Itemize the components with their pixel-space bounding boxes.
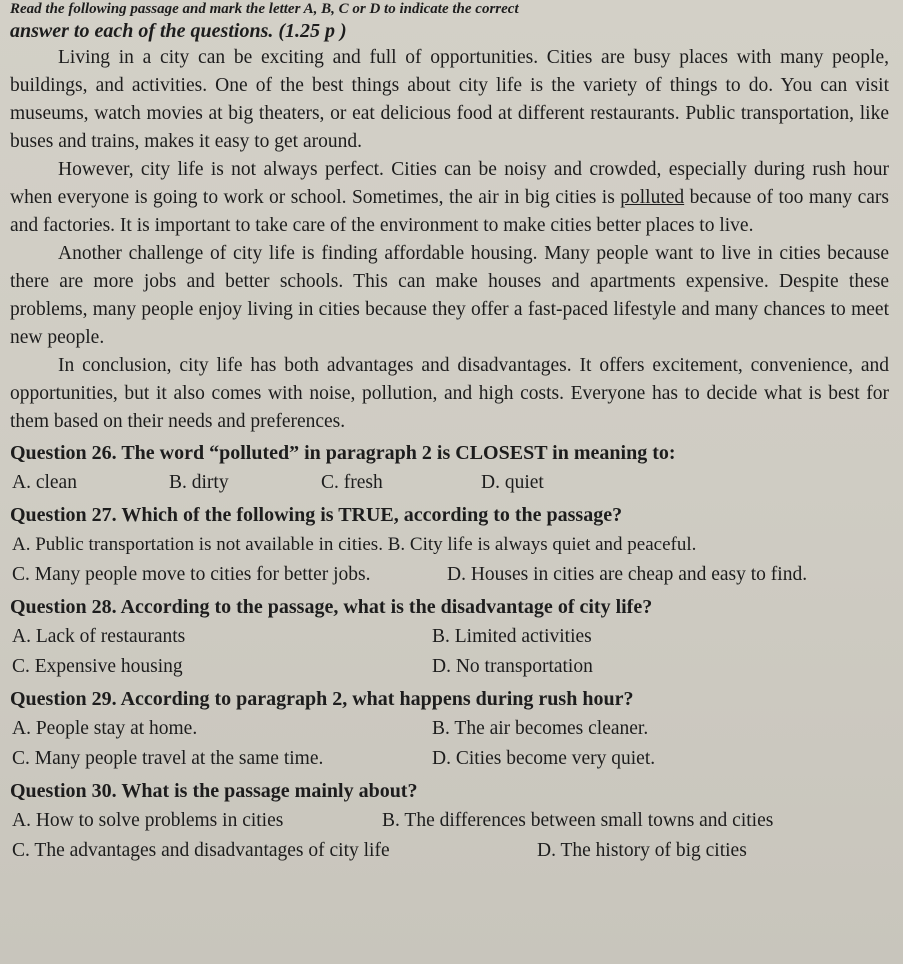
paragraph-1-text: Living in a city can be exciting and full of opportunities. Cities are busy places with many people, buildings, and activities. One of the best things about city life is the variety of things to do. You can visit museums, watch movies at big theaters, or eat delicious food at different restaurants. Public transportation, like buses and trains, makes it easy to get around.: [10, 47, 889, 152]
question-29: Question 29. According to paragraph 2, what happens during rush hour?: [10, 688, 634, 710]
instruction-line-2: answer to each of the questions. (1.25 p ): [10, 20, 347, 42]
option-27-d[interactable]: D. Houses in cities are cheap and easy to find.: [447, 564, 808, 585]
paragraph-1: [10, 44, 889, 156]
option-26-d[interactable]: D. quiet: [481, 472, 544, 493]
option-28-d[interactable]: D. No transportation: [432, 656, 593, 677]
option-30-c[interactable]: C. The advantages and disadvantages of city life: [12, 840, 390, 861]
question-30-options-row-1: [10, 806, 889, 836]
paragraph-2: [10, 156, 889, 240]
paragraph-3-text: Another challenge of city life is finding affordable housing. Many people want to live in cities because there are more jobs and better schools. This can make houses and apartments expensive. Despite these problems, many people enjoy living in cities because they offer a fast-paced lifestyle and many chances to meet new people.: [10, 243, 889, 348]
option-29-d[interactable]: D. Cities become very quiet.: [432, 748, 656, 769]
option-27-a[interactable]: A. Public transportation is not available in cities.: [12, 534, 383, 555]
option-26-c[interactable]: C. fresh: [321, 472, 383, 493]
option-29-b[interactable]: B. The air becomes cleaner.: [432, 718, 649, 739]
option-29-a[interactable]: A. People stay at home.: [12, 718, 198, 739]
paragraph-3: [10, 240, 889, 352]
question-28-options: [10, 622, 889, 682]
paragraph-2-text-a: However, city life is not always perfect. Cities can be noisy and crowded, especially during rush hour when everyone is going to work or school. Sometimes, the air in big cities is: [10, 159, 889, 208]
question-27-options-row-1: [10, 530, 889, 560]
option-28-c[interactable]: C. Expensive housing: [12, 656, 183, 677]
option-28-b[interactable]: B. Limited activities: [432, 626, 592, 647]
underlined-word-polluted: polluted: [620, 187, 685, 208]
option-30-a[interactable]: A. How to solve problems in cities: [12, 810, 284, 831]
option-27-c[interactable]: C. Many people move to cities for better jobs.: [12, 564, 371, 585]
option-28-a[interactable]: A. Lack of restaurants: [12, 626, 186, 647]
instruction-line-1: Read the following passage and mark the letter A, B, C or D to indicate the correct: [10, 1, 519, 17]
paragraph-2-text-b: because of too many cars and factories. It is important to take care of the environment to make cities better places to live.: [10, 187, 889, 236]
option-26-b[interactable]: B. dirty: [169, 472, 229, 493]
question-28: Question 28. According to the passage, what is the disadvantage of city life?: [10, 596, 653, 618]
option-30-b[interactable]: B. The differences between small towns and cities: [382, 810, 774, 831]
question-30-options-row-2: [10, 836, 889, 866]
option-27-b[interactable]: B. City life is always quiet and peaceful.: [387, 534, 697, 555]
question-26-options: [10, 468, 889, 498]
paragraph-4-text: In conclusion, city life has both advantages and disadvantages. It offers excitement, convenience, and opportunities, but it also comes with noise, pollution, and high costs. Everyone has to decide what is best for them based on their needs and preferences.: [10, 355, 889, 432]
option-26-a[interactable]: A. clean: [12, 472, 77, 493]
question-30: Question 30. What is the passage mainly about?: [10, 780, 418, 802]
question-29-options: [10, 714, 889, 774]
question-27: Question 27. Which of the following is TRUE, according to the passage?: [10, 504, 623, 526]
option-30-d[interactable]: D. The history of big cities: [537, 840, 747, 861]
option-29-c[interactable]: C. Many people travel at the same time.: [12, 748, 324, 769]
question-27-options-row-2: [10, 560, 889, 590]
question-26: Question 26. The word “polluted” in paragraph 2 is CLOSEST in meaning to:: [10, 442, 676, 464]
paragraph-4: [10, 352, 889, 436]
